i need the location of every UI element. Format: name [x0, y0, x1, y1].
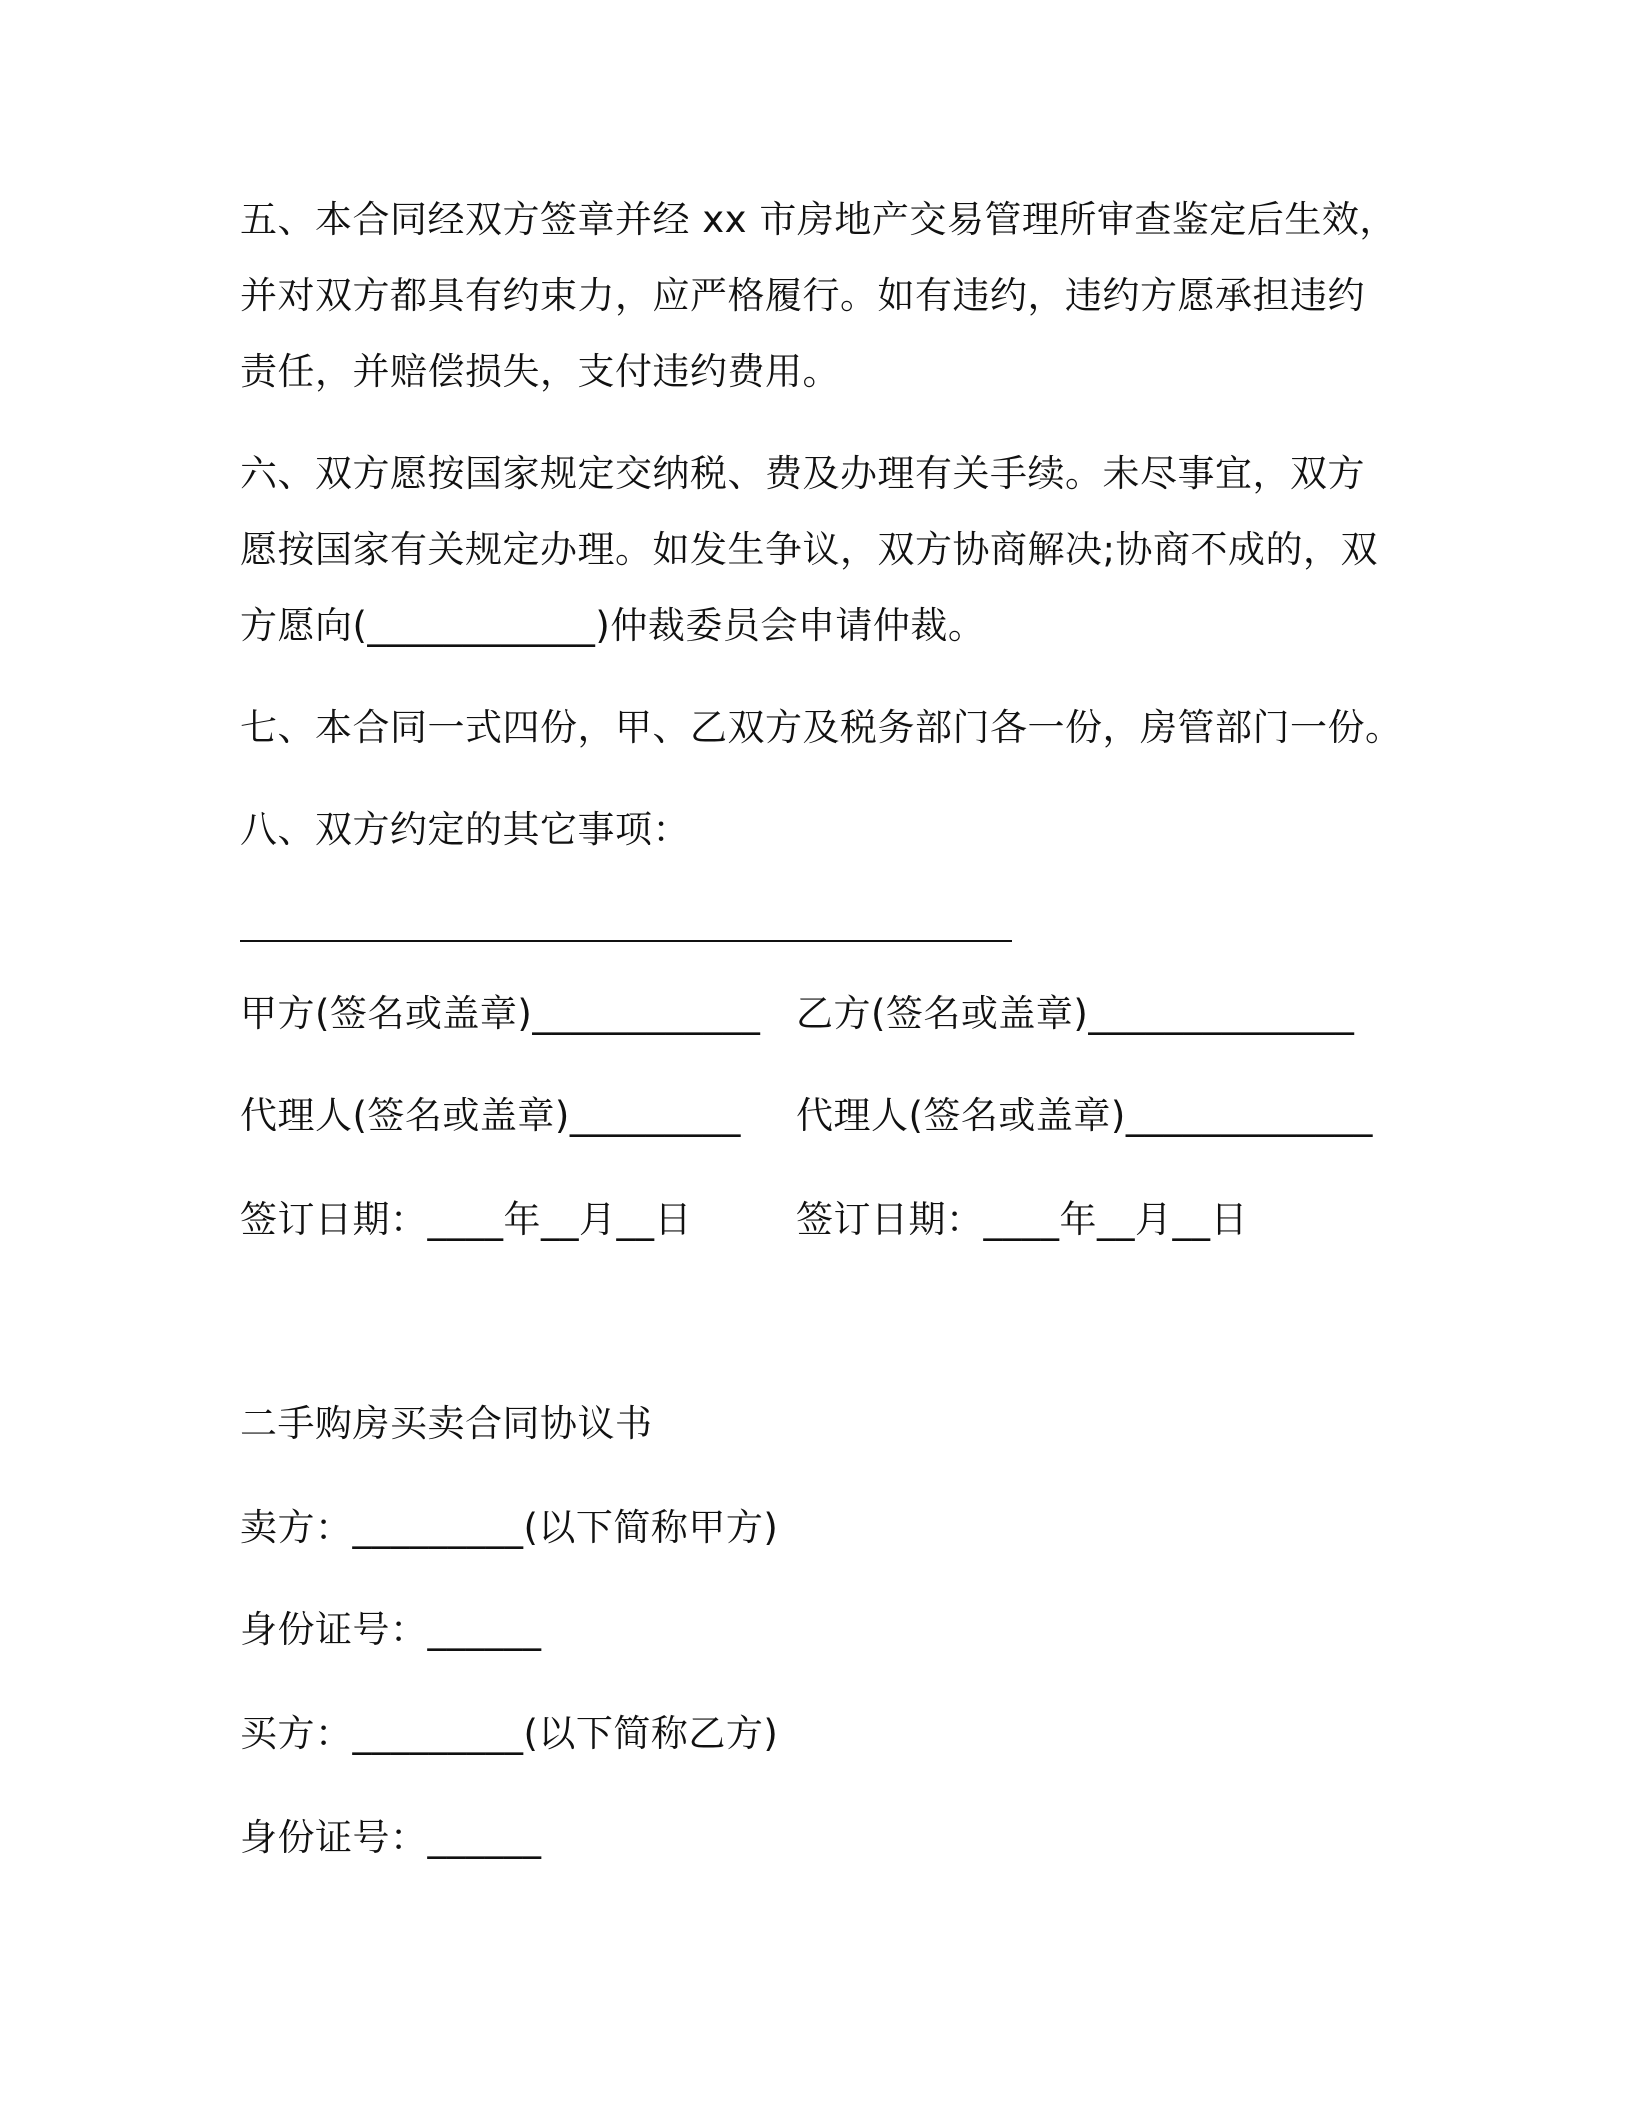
blank-rule-line	[240, 940, 1012, 942]
second-contract-title: 二手购房买卖合同协议书	[240, 1402, 653, 1445]
agent-b-signature: 代理人(签名或盖章)_____________	[796, 1094, 1373, 1137]
clause-7: 七、本合同一式四份，甲、乙双方及税务部门各一份，房管部门一份。	[240, 706, 1403, 749]
clause-6-line-3: 方愿向(____________)仲裁委员会申请仲裁。	[240, 604, 986, 647]
seller-line: 卖方：_________(以下简称甲方)	[240, 1506, 779, 1549]
seller-id-line: 身份证号：______	[240, 1608, 542, 1651]
sign-date-b: 签订日期：____年__月__日	[796, 1198, 1248, 1241]
party-b-signature: 乙方(签名或盖章)______________	[796, 992, 1355, 1035]
clause-5-line-3: 责任，并赔偿损失，支付违约费用。	[240, 350, 840, 393]
buyer-line: 买方：_________(以下简称乙方)	[240, 1712, 779, 1755]
clause-5-line-2: 并对双方都具有约束力，应严格履行。如有违约，违约方愿承担违约	[240, 274, 1365, 317]
buyer-id-line: 身份证号：______	[240, 1816, 542, 1859]
clause-6-line-1: 六、双方愿按国家规定交纳税、费及办理有关手续。未尽事宜，双方	[240, 452, 1365, 495]
agent-a-signature: 代理人(签名或盖章)_________	[240, 1094, 741, 1137]
clause-5-line-1: 五、本合同经双方签章并经 xx 市房地产交易管理所审查鉴定后生效，	[240, 198, 1397, 241]
party-a-signature: 甲方(签名或盖章)____________	[240, 992, 761, 1035]
clause-8: 八、双方约定的其它事项：	[240, 808, 690, 851]
clause-6-line-2: 愿按国家有关规定办理。如发生争议，双方协商解决;协商不成的，双	[240, 528, 1378, 571]
sign-date-a: 签订日期：____年__月__日	[240, 1198, 692, 1241]
